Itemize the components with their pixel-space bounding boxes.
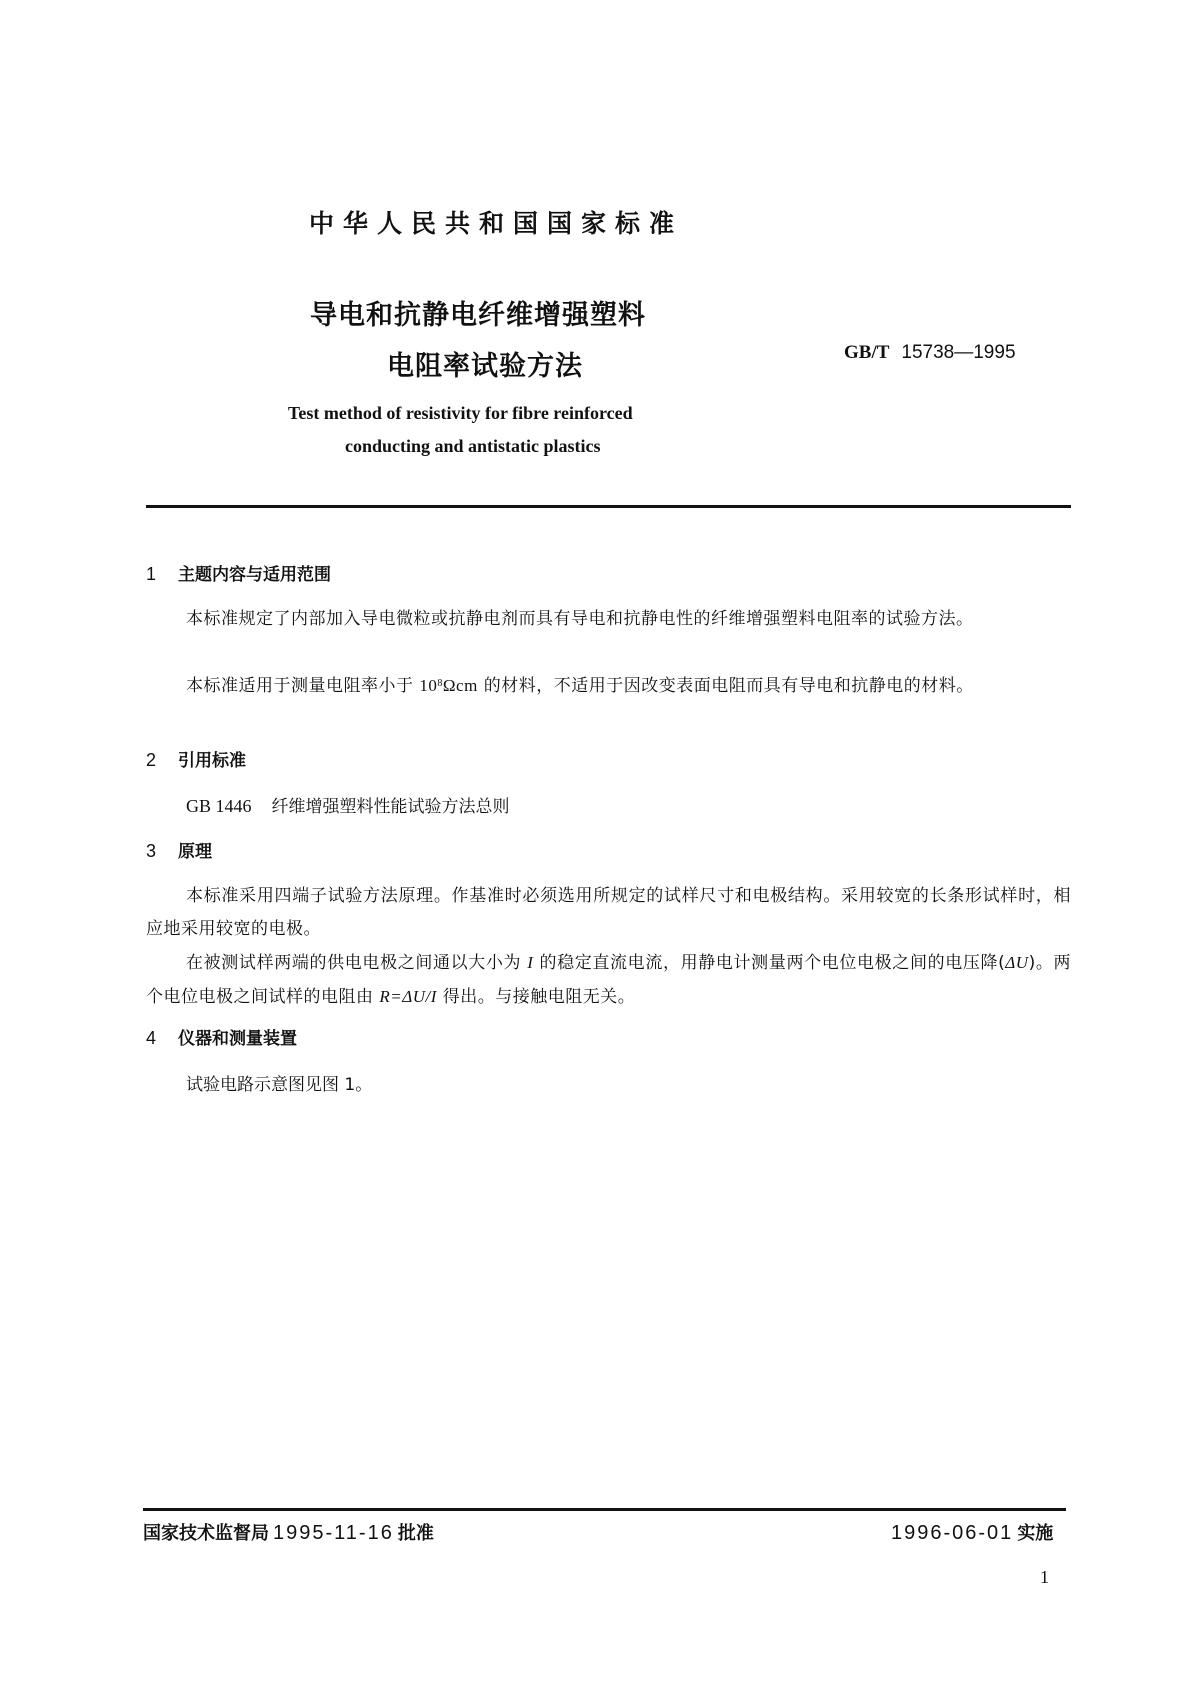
section-1-paragraph-2: 本标准适用于测量电阻率小于 $10^8\Omega cm$ 的材料，不适用于因改变表面电阻而具有导电和抗静电的材料。 [186,676,974,696]
section-3-title: 原理 [178,842,212,862]
footer-divider [143,1508,1066,1511]
standard-prefix: GB/T [844,342,890,363]
reference-entry [186,792,510,817]
section-3-paragraph-1: 本标准采用四端子试验方法原理。作基准时必须选用所规定的试样尺寸和电极结构。采用较宽的长条形试样时，相应地采用较宽的电极。 [146,886,1071,939]
approval-info: 国家技术监督局 1995-11-16 批准 [143,1522,434,1544]
english-title-line2: conducting and antistatic plastics [345,436,601,456]
section-4-paragraph-1: 试验电路示意图见图 1。 [186,1075,373,1095]
section-4-heading: 4 仪器和测量装置 [146,1028,297,1049]
section-4-title: 仪器和测量装置 [178,1029,297,1049]
resistance-formula: R=ΔU/I [379,987,437,1006]
approve-date: 1995-11-16 [273,1522,394,1544]
reference-code: GB 1446 [186,796,252,816]
english-title-line1: Test method of resistivity for fibre reinforced [288,403,633,423]
section-1-title: 主题内容与适用范围 [178,565,331,585]
issuer: 国家技术监督局 [143,1523,269,1544]
section-2-title: 引用标准 [178,751,246,771]
chinese-title-line1: 导电和抗静电纤维增强塑料 [310,300,646,331]
standard-code [844,342,1016,364]
header-divider [146,505,1071,508]
chinese-title-line2: 电阻率试验方法 [387,351,583,382]
section-1-paragraph-1: 本标准规定了内部加入导电微粒或抗静电剂而具有导电和抗静电性的纤维增强塑料电阻率的试验方法。 [186,609,974,629]
effective-date: 1996-06-01 [891,1522,1014,1544]
standard-number: 15738—1995 [901,342,1016,363]
section-2-heading: 2 引用标准 [146,750,246,771]
reference-name: 纤维增强塑料性能试验方法总则 [271,797,510,817]
section-3-paragraph-2: 在被测试样两端的供电电极之间通以大小为 I 的稳定直流电流，用静电计测量两个电位电极之间的电压降(ΔU)。两个电位电极之间试样的电阻由 R=ΔU/I 得出。与接触电阻无关。 [146,953,1071,1007]
effective-info: 1996-06-01 实施 [891,1522,1054,1544]
section-3-heading: 3 原理 [146,841,212,862]
national-standard-title: 中华人民共和国国家标准 [309,209,684,238]
page-number: 1 [1040,1567,1049,1587]
section-1-heading: 1 主题内容与适用范围 [146,564,331,585]
